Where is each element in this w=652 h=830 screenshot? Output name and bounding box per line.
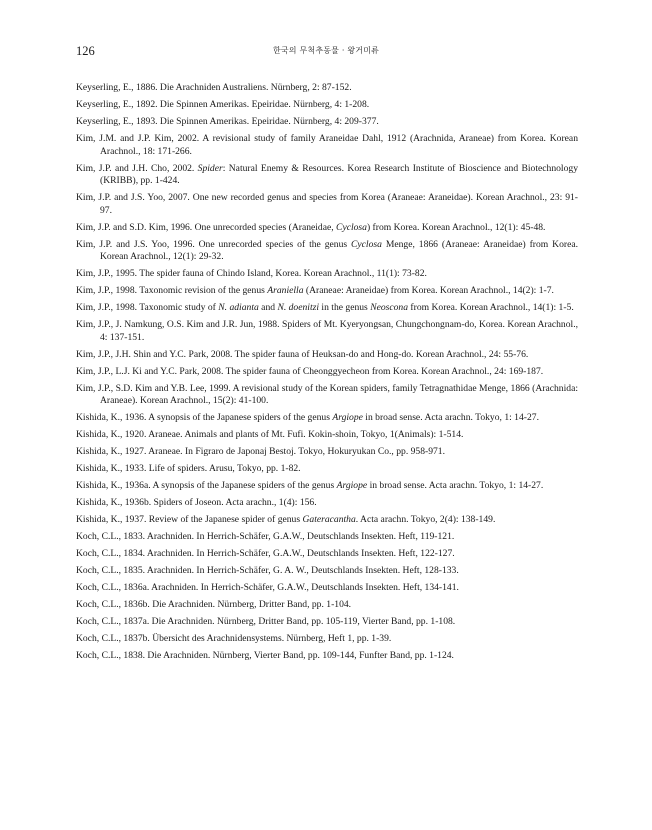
reference-entry	[76, 565, 578, 578]
reference-text: Koch, C.L., 1836a. Arachniden. In Herrich-Schäfer, G.A.W., Deutschlands Insekten. Heft, 134-141.	[76, 582, 459, 594]
reference-text: in broad sense. Acta arachn. Tokyo, 1: 14-27.	[362, 412, 539, 424]
reference-taxon-italic: Cyclosa	[336, 221, 367, 233]
reference-entry	[76, 582, 578, 595]
reference-entry	[76, 366, 578, 379]
reference-text: Kim, J.P. and J.S. Yoo, 2007. One new recorded genus and species from Korea (Araneae: Araneidae). Korean Arachnol., 23: 91-97.	[76, 192, 578, 216]
reference-text: Keyserling, E., 1886. Die Arachniden Australiens. Nürnberg, 2: 87-152.	[76, 82, 352, 93]
reference-taxon-italic: Cyclosa	[351, 238, 382, 250]
reference-entry	[76, 548, 578, 561]
reference-text: Kim, J.P., 1995. The spider fauna of Chindo Island, Korea. Korean Arachnol., 11(1): 73-82.	[76, 268, 427, 280]
reference-text: in broad sense. Acta arachn. Tokyo, 1: 14-27.	[367, 480, 544, 492]
reference-text: Menge, 1866 (Araneae: Araneidae) from Korea. Korean Arachnol., 12(1): 29-32.	[100, 238, 578, 263]
reference-text: Kim, J.P. and J.H. Cho, 2002.	[76, 162, 198, 174]
reference-taxon-italic: Araniella	[267, 285, 304, 297]
reference-entry	[76, 192, 578, 217]
reference-entry	[76, 463, 578, 476]
reference-entry	[76, 383, 578, 408]
reference-entry	[76, 412, 578, 425]
reference-text: Kishida, K., 1933. Life of spiders. Arusu, Tokyo, pp. 1-82.	[76, 463, 301, 475]
reference-entry	[76, 268, 578, 281]
reference-text: Kim, J.P., S.D. Kim and Y.B. Lee, 1999. A revisional study of the Korean spiders, family Tetragnathidae Menge, 1866 (Arachnida: Araneae). Korean Arachnol., 15(2): 41-100.	[76, 382, 578, 407]
reference-text: : Natural Enemy & Resources. Korea Research Institute of Bioscience and Biotechnology (KRIBB), pp. 1-424.	[100, 162, 578, 187]
reference-entry	[76, 616, 578, 629]
reference-text: Kishida, K., 1927. Araneae. In Figraro de Japonaj Bestoj. Tokyo, Hokuryukan Co., pp. 958-971.	[76, 446, 445, 458]
reference-entry	[76, 650, 578, 663]
reference-text: Kim, J.P., 1998. Taxonomic revision of the genus	[76, 285, 268, 297]
reference-entry	[76, 99, 578, 112]
reference-text: ) from Korea. Korean Arachnol., 12(1): 45-48.	[366, 221, 546, 233]
reference-entry	[76, 239, 578, 264]
reference-entry	[76, 446, 578, 459]
reference-entry	[76, 116, 578, 129]
reference-entry	[76, 222, 578, 235]
reference-taxon-italic: N. adianta	[218, 302, 259, 314]
reference-entry	[76, 82, 578, 95]
reference-text: Kishida, K., 1920. Araneae. Animals and plants of Mt. Fufi. Kokin-shoin, Tokyo, 1(Animals): 1-514.	[76, 429, 464, 441]
reference-text: Koch, C.L., 1833. Arachniden. In Herrich-Schäfer, G.A.W., Deutschlands Insekten. Heft, 119-121.	[76, 531, 455, 543]
reference-entry	[76, 349, 578, 362]
reference-text: Koch, C.L., 1834. Arachniden. In Herrich-Schäfer, G.A.W., Deutschlands Insekten. Heft, 122-127.	[76, 548, 455, 560]
reference-text: (Araneae: Araneidae) from Korea. Korean Arachnol., 14(2): 1-7.	[303, 285, 554, 297]
page-header	[76, 44, 576, 60]
running-title: 한국의 무척추동물 · 왕거미류	[272, 46, 380, 55]
reference-text: from Korea. Korean Arachnol., 14(1): 1-5.	[408, 302, 574, 314]
reference-text: in the genus	[319, 302, 371, 314]
reference-text: Koch, C.L., 1835. Arachniden. In Herrich-Schäfer, G. A. W., Deutschlands Insekten. Heft, 128-133.	[76, 565, 459, 577]
reference-text: Kim, J.P., L.J. Ki and Y.C. Park, 2008. The spider fauna of Cheonggyecheon from Korea. Korean Arachnol., 24: 169-187.	[76, 365, 544, 377]
reference-taxon-italic: N. doenitzi	[277, 302, 320, 314]
reference-text: Keyserling, E., 1892. Die Spinnen Amerikas. Epeiridae. Nürnberg, 4: 1-208.	[76, 98, 370, 110]
reference-text: Kim, J.P. and S.D. Kim, 1996. One unrecorded species (Araneidae,	[76, 221, 337, 233]
reference-entry	[76, 497, 578, 510]
reference-text: Kishida, K., 1936b. Spiders of Joseon. Acta arachn., 1(4): 156.	[76, 497, 317, 509]
reference-text: Koch, C.L., 1837a. Die Arachniden. Nürnberg, Dritter Band, pp. 105-119, Vierter Band, pp. 1-108.	[76, 616, 456, 628]
reference-entry	[76, 480, 578, 493]
reference-text: Kishida, K., 1936a. A synopsis of the Japanese spiders of the genus	[76, 480, 337, 492]
reference-text: Keyserling, E., 1893. Die Spinnen Amerikas. Epeiridae. Nürnberg, 4: 209-377.	[76, 115, 379, 127]
reference-taxon-italic: Argiope	[332, 412, 363, 424]
reference-text: Kishida, K., 1936. A synopsis of the Japanese spiders of the genus	[76, 412, 333, 424]
reference-taxon-italic: Argiope	[336, 480, 368, 492]
reference-entry	[76, 429, 578, 442]
reference-text: Kim, J.P., 1998. Taxonomic study of	[76, 302, 219, 314]
reference-taxon-italic: Neoscona	[370, 302, 409, 314]
reference-text: Kishida, K., 1937. Review of the Japanese spider of genus	[76, 514, 303, 526]
reference-entry	[76, 599, 578, 612]
reference-text: Kim, J.P. and J.S. Yoo, 1996. One unrecorded species of the genus	[76, 238, 352, 250]
reference-text: Kim, J.P., J.H. Shin and Y.C. Park, 2008. The spider fauna of Heuksan-do and Hong-do. Korean Arachnol., 24: 55-76.	[76, 348, 529, 360]
reference-entry	[76, 531, 578, 544]
reference-entry	[76, 319, 578, 344]
reference-text: . Acta arachn. Tokyo, 2(4): 138-149.	[355, 514, 496, 526]
page-number: 126	[76, 44, 95, 58]
reference-text: and	[258, 302, 278, 314]
reference-entry	[76, 163, 578, 188]
reference-text: Koch, C.L., 1836b. Die Arachniden. Nürnberg, Dritter Band, pp. 1-104.	[76, 599, 352, 611]
reference-list	[76, 82, 578, 667]
reference-entry	[76, 514, 578, 527]
reference-taxon-italic: Spider	[197, 162, 223, 174]
reference-entry	[76, 285, 578, 298]
reference-entry	[76, 133, 578, 158]
reference-text: Koch, C.L., 1837b. Übersicht des Arachnidensystems. Nürnberg, Heft 1, pp. 1-39.	[76, 633, 392, 645]
reference-text: Kim, J.M. and J.P. Kim, 2002. A revisional study of family Araneidae Dahl, 1912 (Arachnida, Araneae) from Korea. Korean Arachnol., 18: 171-266.	[76, 132, 578, 157]
reference-text: Koch, C.L., 1838. Die Arachniden. Nürnberg, Vierter Band, pp. 109-144, Funfter Band, pp. 1-124.	[76, 650, 454, 662]
reference-entry	[76, 302, 578, 315]
reference-text: Kim, J.P., J. Namkung, O.S. Kim and J.R. Jun, 1988. Spiders of Mt. Kyeryongsan, Chungchongnam-do, Korea. Korean Arachnol., 4: 137-151.	[76, 319, 578, 343]
reference-taxon-italic: Gateracantha	[302, 514, 356, 526]
reference-entry	[76, 633, 578, 646]
